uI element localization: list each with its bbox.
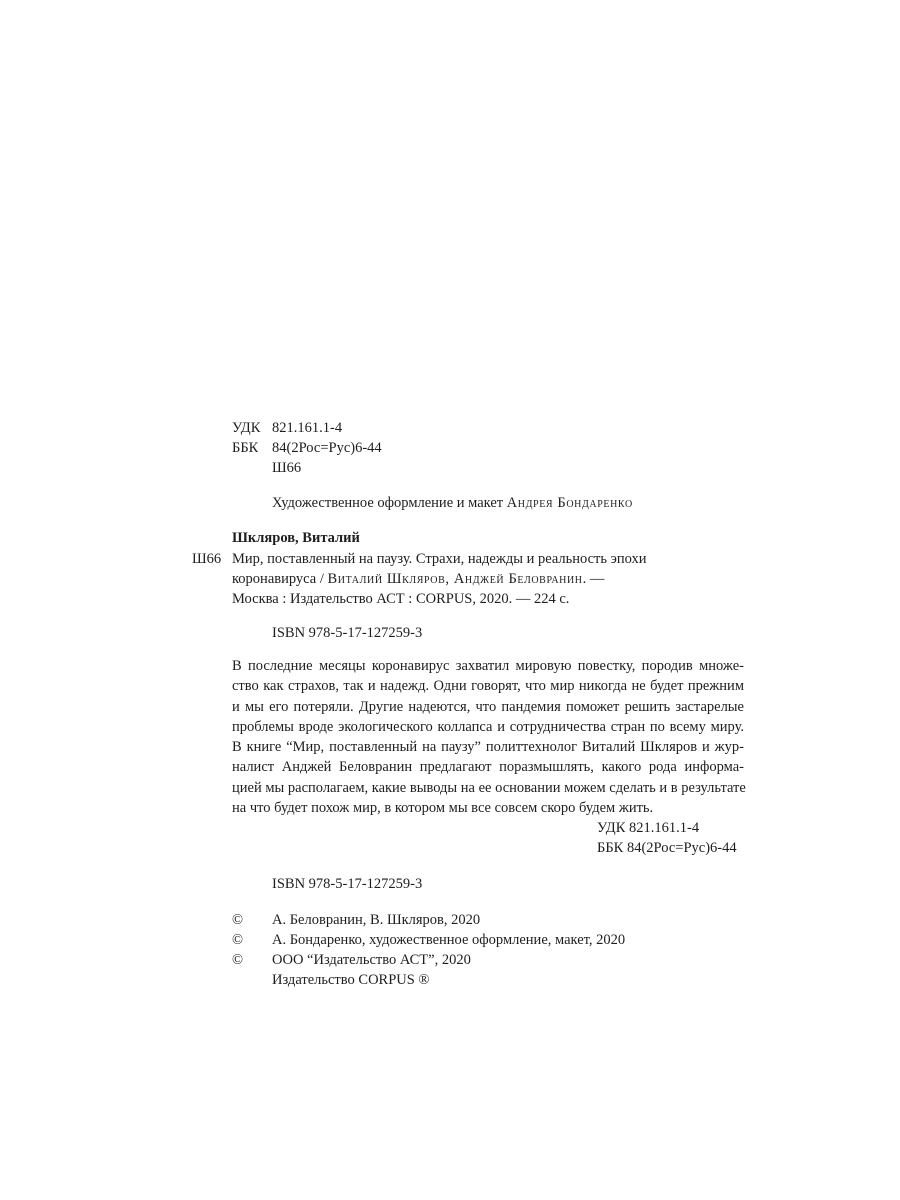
annotation-line: В книге “Мир, поставленный на паузу” политтехнолог Виталий Шкляров и жур- xyxy=(232,739,744,756)
design-credit-text: Художественное оформление и макет xyxy=(272,495,507,511)
catalog-line2-suffix: . — xyxy=(582,571,605,587)
copyright-symbol: © xyxy=(232,912,244,928)
catalog-mark: Ш66 xyxy=(192,551,222,567)
copyright-line-4: Издательство CORPUS ® xyxy=(272,972,430,988)
catalog-authors: Виталий Шкляров, Анджей Беловранин xyxy=(327,571,583,587)
copyright-text: А. Бондаренко, художественное оформление, макет, 2020 xyxy=(272,932,626,948)
annotation-paragraph xyxy=(232,656,744,818)
isbn-bottom: ISBN 978-5-17-127259-3 xyxy=(272,876,423,892)
annotation-line: налист Анджей Беловранин предлагают поразмышлять, какого рода информа- xyxy=(232,759,744,776)
bbk-value: 84(2Рос=Рус)6-44 xyxy=(272,440,382,456)
copyright-line-2 xyxy=(232,932,625,949)
copyright-text: А. Беловранин, В. Шкляров, 2020 xyxy=(272,912,481,928)
annotation-line: на что будет похож мир, в котором мы все совсем скоро будем жить. xyxy=(232,800,654,817)
udk-line xyxy=(232,420,342,437)
udk-bottom: УДК 821.161.1-4 xyxy=(597,820,700,836)
copyright-line-3 xyxy=(232,952,471,969)
catalog-line2-prefix: коронавируса / xyxy=(232,571,328,587)
bbk-label: ББК xyxy=(232,440,259,456)
catalog-author-heading: Шкляров, Виталий xyxy=(232,530,360,546)
annotation-line: проблемы вроде экологического коллапса и сотрудничества стран по всему миру. xyxy=(232,718,744,735)
design-credit xyxy=(272,495,633,512)
copyright-line-1 xyxy=(232,912,480,929)
bbk-line xyxy=(232,440,382,457)
copyright-symbol: © xyxy=(232,932,244,948)
copyright-symbol: © xyxy=(232,952,244,968)
catalog-title-line-2 xyxy=(232,571,604,588)
catalog-imprint-line: Москва : Издательство АСТ : CORPUS, 2020. — 224 с. xyxy=(232,591,570,607)
design-credit-name: Андрея Бондаренко xyxy=(506,495,633,511)
annotation-line: цией мы располагаем, какие выводы на ее основании можем сделать и в результате xyxy=(232,779,746,796)
bbk-bottom: ББК 84(2Рос=Рус)6-44 xyxy=(597,840,737,856)
annotation-line: и мы его потеряли. Другие надеются, что пандемия поможет решить застарелые xyxy=(232,698,744,715)
annotation-line: В последние месяцы коронавирус захватил мировую повестку, породив множе- xyxy=(232,658,744,674)
catalog-title-line-1: Мир, поставленный на паузу. Страхи, надежды и реальность эпохи xyxy=(232,551,647,567)
catalog-isbn: ISBN 978-5-17-127259-3 xyxy=(272,625,423,641)
annotation-line: ство как страхов, так и надежд. Одни говорят, что мир никогда не будет прежним xyxy=(232,678,744,695)
copyright-text: ООО “Издательство АСТ”, 2020 xyxy=(272,952,471,968)
udk-label: УДК xyxy=(232,420,261,436)
author-mark: Ш66 xyxy=(272,460,302,476)
udk-value: 821.161.1-4 xyxy=(272,420,343,436)
